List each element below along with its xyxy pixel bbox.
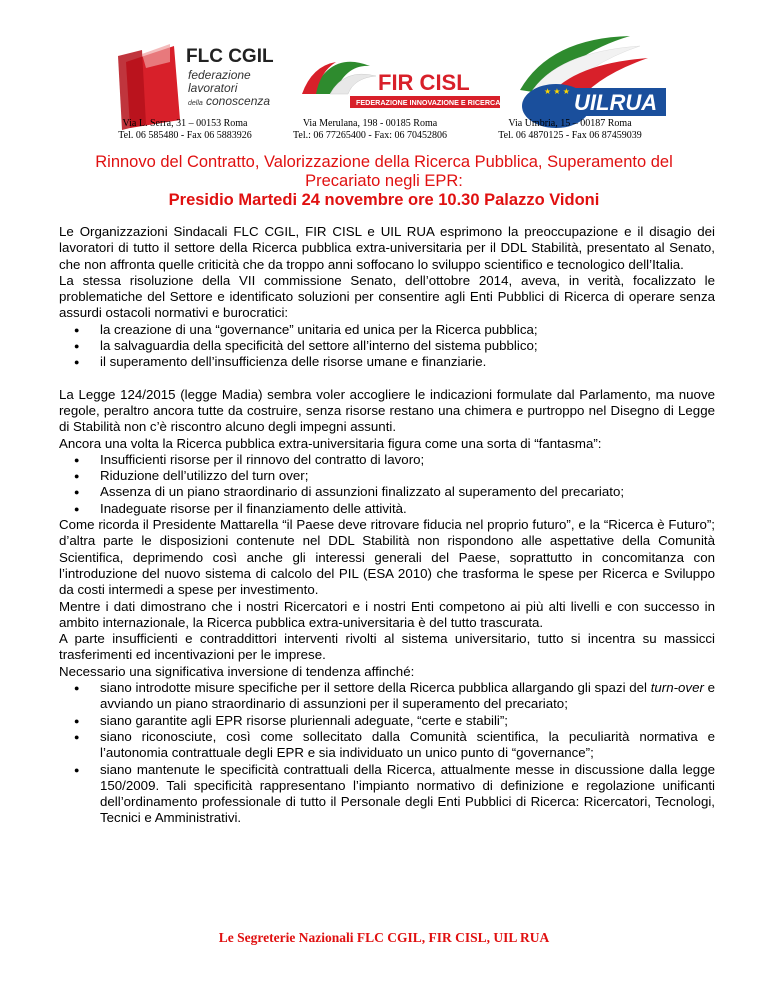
- list-item: ● la creazione di una “governance” unitaria ed unica per la Ricerca pubblica;: [59, 322, 715, 338]
- bullet-list: [59, 680, 715, 827]
- list-item: ● Riduzione dell’utilizzo del turn over;: [59, 468, 715, 484]
- fir-name: FIR CISL: [378, 70, 470, 95]
- list-item: [59, 680, 715, 713]
- list-item-text: e avviando un piano straordinario di assunzioni per il superamento del precariato;: [100, 680, 715, 712]
- flc-cgil-logo: [112, 32, 302, 132]
- paragraph: Come ricorda il Presidente Mattarella “il Paese deve ritrovare fiducia nel proprio futuro”, e la “Ricerca è Futuro”; d’altra parte le disposizioni contenute nel DDL Stabilità non rispondono alle aspettative della Comunità Scientifica, deprimendo così anche gli interessi generali del Paese, soprattutto in concomitanza con l’introduzione del nuovo sistema di calcolo del PIL (ESA 2010) che trasforma le spese per Ricerca e Sviluppo da costi intermedi a spese per investimento.: [59, 517, 715, 598]
- contact-uil: [485, 118, 655, 142]
- title-event-line: Presidio Martedi 24 novembre ore 10.30 Palazzo Vidoni: [168, 191, 600, 209]
- fir-tagline: FEDERAZIONE INNOVAZIONE E RICERCA: [356, 98, 500, 107]
- contact-phone: Tel. 06 4870125 - Fax 06 87459039: [498, 130, 642, 141]
- document-title: [40, 153, 728, 210]
- list-item: ● siano garantite agli EPR risorse pluriennali adeguate, “certe e stabili”;: [59, 713, 715, 729]
- list-item-text: siano introdotte misure specifiche per il settore della Ricerca pubblica allargando gli spazi del: [100, 680, 651, 696]
- header-logos: [100, 20, 700, 120]
- contact-address: Via Umbria, 15 – 00187 Roma: [508, 118, 632, 129]
- star-icon: ★ ★ ★: [544, 87, 570, 96]
- paragraph: Le Organizzazioni Sindacali FLC CGIL, FIR CISL e UIL RUA esprimono la preoccupazione e il disagio dei lavoratori di tutto il settore della Ricerca pubblica extra-universitaria per il DDL Stabilità, presentato al Senato, che non affronta quelle criticità che da troppo anni soffocano lo sviluppo scientifico e tecnologico dell’Italia.: [59, 224, 715, 272]
- list-item: ● siano riconosciute, così come sollecitato dalla Comunità scientifica, la peculiarità normativa e l’autonomia contrattuale degli EPR e sia individuato un unico punto di “governance”;: [59, 729, 715, 762]
- contact-phone: Tel. 06 585480 - Fax 06 5883926: [118, 130, 252, 141]
- fir-cisl-logo: [290, 32, 500, 132]
- list-item: ● Assenza di un piano straordinario di assunzioni finalizzato al superamento del precariato;: [59, 484, 715, 500]
- document-body: [59, 224, 715, 827]
- bullet-list: [59, 322, 715, 371]
- paragraph: A parte insufficienti e contraddittori interventi rivolti al sistema universitario, tutto si incentra su massicci trasferimenti ed incentivazioni per le imprese.: [59, 631, 715, 663]
- flc-line2: lavoratori: [188, 81, 238, 95]
- flc-line3a: della: [188, 100, 203, 107]
- title-line-1: Rinnovo del Contratto, Valorizzazione della Ricerca Pubblica, Superamento del: [95, 153, 673, 171]
- list-item: ● la salvaguardia della specificità del settore all’interno del sistema pubblico;: [59, 338, 715, 354]
- list-item-italic: turn-over: [650, 680, 704, 696]
- contact-fir: [285, 118, 455, 142]
- contact-flc: [110, 118, 260, 142]
- paragraph: Necessario una significativa inversione di tendenza affinché:: [59, 663, 415, 679]
- paragraph: Mentre i dati dimostrano che i nostri Ricercatori e i nostri Enti competono ai più alti livelli e con successo in ambito internazionale, la Ricerca pubblica extra-universitaria è del tutto trascurata.: [59, 598, 715, 630]
- title-line-2: Precariato negli EPR:: [305, 172, 463, 190]
- list-item: ● Inadeguate risorse per il finanziamento delle attività.: [59, 501, 715, 517]
- list-item: ● il superamento dell’insufficienza delle risorse umane e finanziarie.: [59, 354, 715, 370]
- contact-address: Via L. Serra, 31 – 00153 Roma: [122, 118, 248, 129]
- flc-line3b: conoscenza: [206, 94, 271, 108]
- uil-name: UILRUA: [574, 90, 658, 115]
- paragraph: La stessa risoluzione della VII commissione Senato, dell’ottobre 2014, aveva, in verità, focalizzato le problematiche del Settore e identificato soluzioni per consentire agli Enti Pubblici di Ricerca di operare senza assurdi ostacoli normativi e burocratici:: [59, 272, 715, 321]
- contact-address: Via Merulana, 198 - 00185 Roma: [302, 118, 438, 129]
- paragraph: La Legge 124/2015 (legge Madia) sembra voler accogliere le indicazioni formulate dal Parlamento, ma nuove regole, peraltro ancora tutte da costruire, senza risorse restano una chimera e purtroppo nel Disegno di Legge di Stabilità non c’è riscontro alcuno degli impegni assunti.: [59, 386, 715, 435]
- flc-line1: federazione: [188, 68, 251, 82]
- spacer: [59, 371, 715, 387]
- contact-phone: Tel.: 06 77265400 - Fax: 06 70452806: [292, 130, 447, 141]
- list-item: ● Insufficienti risorse per il rinnovo del contratto di lavoro;: [59, 452, 715, 468]
- signature: Le Segreterie Nazionali FLC CGIL, FIR CISL, UIL RUA: [218, 930, 550, 945]
- bullet-list: [59, 452, 715, 517]
- list-item: ● siano mantenute le specificità contrattuali della Ricerca, attualmente messe in discussione dalla legge 150/2009. Tali specificità rappresentano l’impianto normativo di definizione e regolazione unificanti dell’ordinamento professionale di tutto il Personale degli Enti Pubblici di Ricerca: Ricercatori, Tecnologi, Tecnici e Amministrativi.: [59, 762, 715, 827]
- paragraph: Ancora una volta la Ricerca pubblica extra-universitaria figura come una sorta di “fantasma”:: [59, 435, 602, 451]
- flc-name: FLC CGIL: [186, 46, 274, 67]
